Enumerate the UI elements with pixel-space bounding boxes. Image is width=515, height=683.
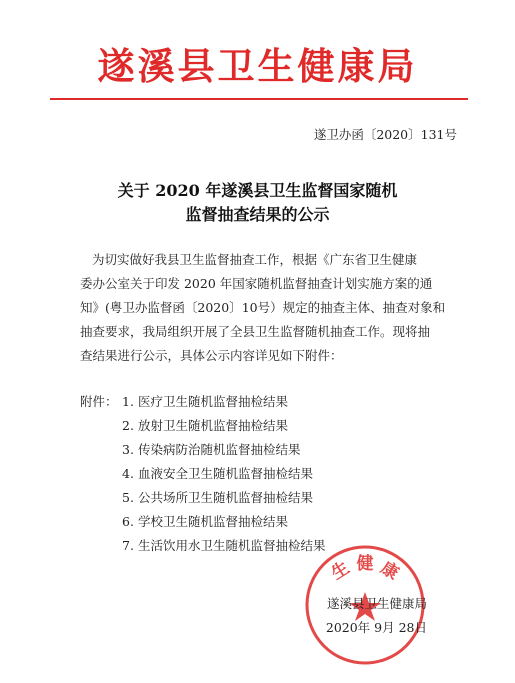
- attachment-row-6: [122, 512, 288, 530]
- body-line-4: 抽查要求，我局组织开展了全县卫生监督随机抽查工作。现将抽: [80, 324, 431, 339]
- title-line-1: 关于 2020 年遂溪县卫生监督国家随机: [117, 181, 398, 200]
- attachment-number: 4.: [122, 466, 134, 481]
- body-line-1: 为切实做好我县卫生监督抽查工作，根据《广东省卫生健康: [92, 252, 418, 267]
- attachment-number: 6.: [122, 514, 134, 529]
- attachment-number: 1.: [122, 394, 134, 409]
- attachment-text: 医疗卫生随机监督抽检结果: [138, 394, 289, 409]
- attachment-text: 生活饮用水卫生随机监督抽检结果: [138, 538, 326, 553]
- attachment-row-4: [122, 464, 313, 482]
- attachment-row-7: [122, 536, 326, 554]
- attachment-row-1: [80, 392, 288, 410]
- attachment-text: 传染病防治随机监督抽检结果: [138, 442, 301, 457]
- body-line-5: 查结果进行公示，具体公示内容详见如下附件：: [80, 348, 343, 363]
- signature-org: 遂溪县卫生健康局: [326, 596, 427, 611]
- letterhead-org-name: 遂溪县卫生健康局: [97, 45, 418, 88]
- attachment-row-3: [122, 440, 301, 458]
- attachment-text: 血液安全卫生随机监督抽检结果: [138, 466, 314, 481]
- attachment-number: 3.: [122, 442, 134, 457]
- attachment-text: 公共场所卫生随机监督抽检结果: [138, 490, 314, 505]
- attachment-label: 附件：: [80, 394, 118, 409]
- signature-date: 2020年 9月 28日: [325, 620, 427, 635]
- attachment-number: 7.: [122, 538, 134, 553]
- attachment-text: 放射卫生随机监督抽检结果: [138, 418, 289, 433]
- body-line-3: 知》(粤卫办监督函〔2020〕10号）规定的抽查主体、抽查对象和: [80, 300, 446, 315]
- title-line-2: 监督抽查结果的公示: [185, 205, 330, 224]
- letterhead-rule: [50, 98, 468, 100]
- body-line-2: 委办公室关于印发 2020 年国家随机监督抽查计划实施方案的通: [80, 276, 433, 291]
- attachment-row-5: [122, 488, 313, 506]
- attachment-text: 学校卫生随机监督抽检结果: [138, 514, 289, 529]
- attachment-number: 2.: [122, 418, 134, 433]
- attachment-row-2: [122, 416, 288, 434]
- attachment-number: 5.: [122, 490, 134, 505]
- document-number: 遂卫办函〔2020〕131号: [313, 127, 457, 142]
- seal-text: 生 健 康: [328, 554, 402, 585]
